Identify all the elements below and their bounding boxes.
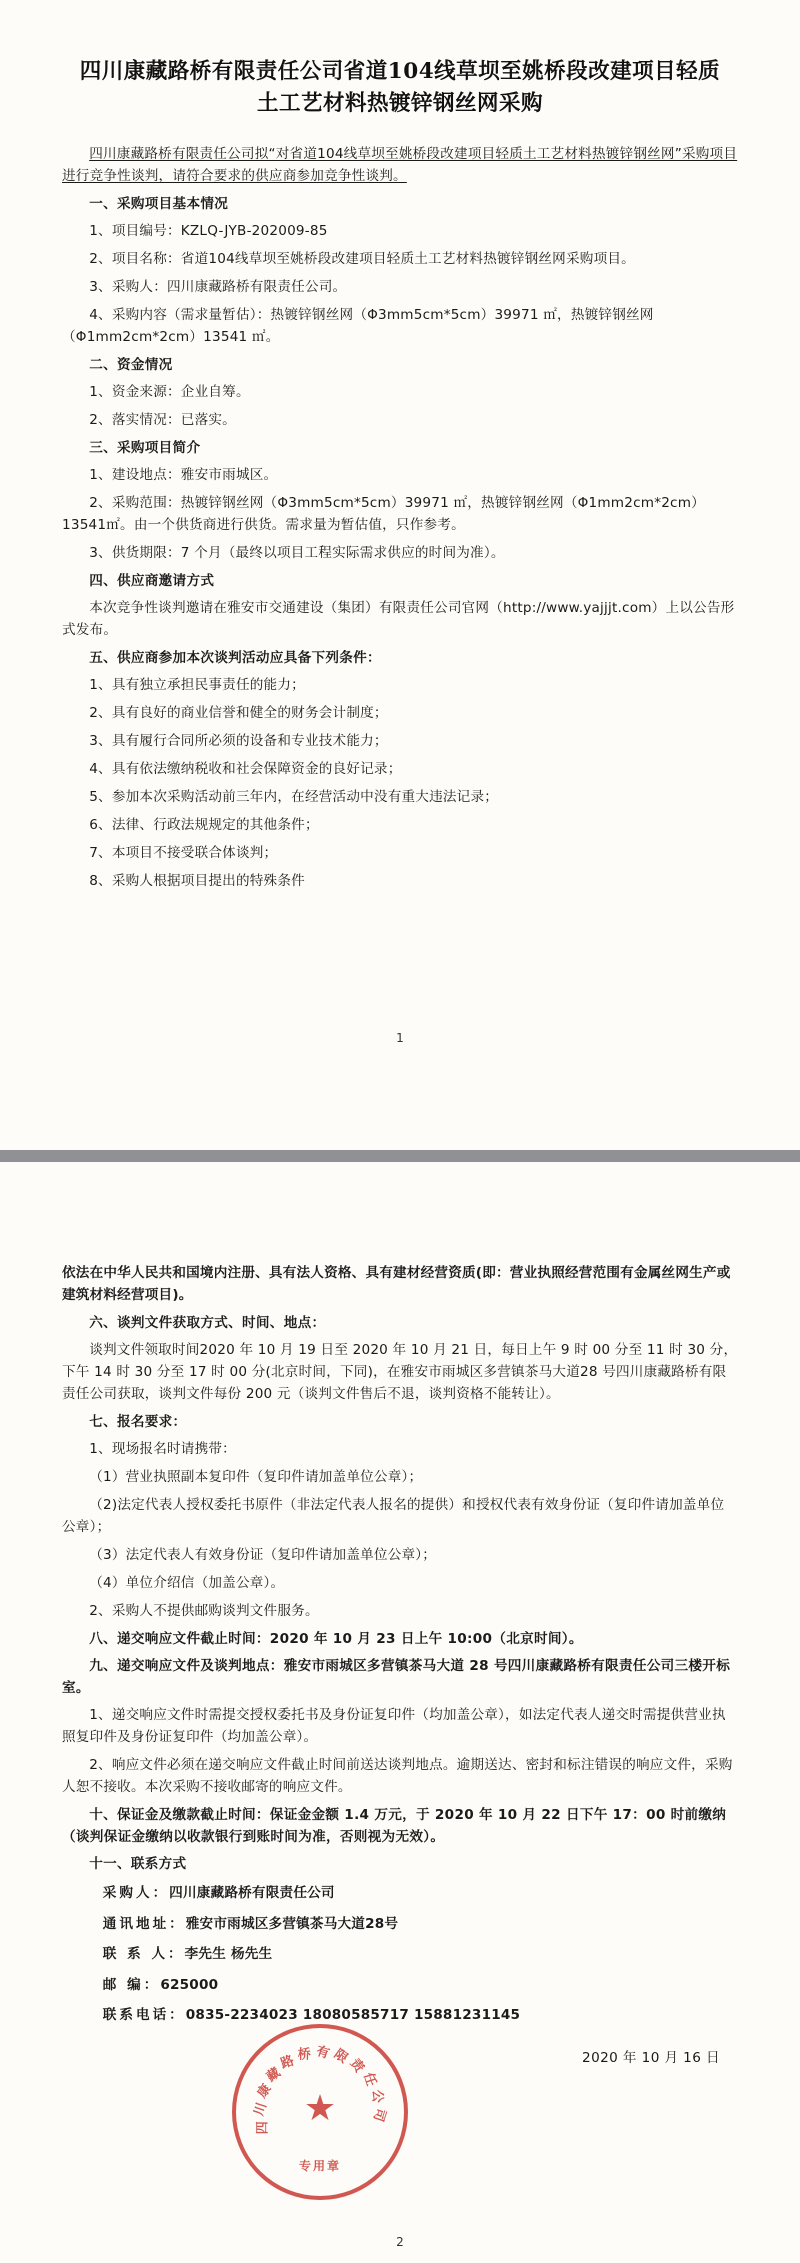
intro-paragraph: 四川康藏路桥有限责任公司拟“对省道104线草坝至姚桥段改建项目轻质土工艺材料热镀锌钢丝网”采购项目进行竞争性谈判，请符合要求的供应商参加竞争性谈判。	[62, 145, 738, 184]
seal-ring-text: 四 川 康 藏 路 桥 有 限 责 任 公 司	[251, 2043, 389, 2135]
section-1-item-2: 2、项目名称：省道104线草坝至姚桥段改建项目轻质土工艺材料热镀锌钢丝网采购项目。	[89, 250, 635, 267]
page-title: 四川康藏路桥有限责任公司省道104线草坝至姚桥段改建项目轻质土工艺材料热镀锌钢丝网采购	[79, 59, 721, 117]
section-7-item-2: （1）营业执照副本复印件（复印件请加盖单位公章）；	[89, 1469, 423, 1486]
section-7-item-6: 2、采购人不提供邮购谈判文件服务。	[89, 1603, 319, 1620]
section-heading-7: 七、报名要求：	[89, 1414, 187, 1431]
section-heading-4: 四、供应商邀请方式	[89, 572, 215, 589]
contact-phone-value: 0835-2234023 18080585717 15881231145	[185, 2007, 521, 2024]
section-3-item-1: 1、建设地点：雅安市雨城区。	[89, 466, 278, 483]
page-number-2: 2	[396, 2235, 404, 2249]
section-7-item-5: （4）单位介绍信（加盖公章）。	[89, 1575, 285, 1592]
section-5-item-4: 4、具有依法缴纳税收和社会保障资金的良好记录；	[89, 760, 402, 777]
contact-person	[62, 1942, 738, 1966]
section-5-item-2: 2、具有良好的商业信誉和健全的财务会计制度；	[89, 704, 388, 721]
contact-person-value: 李先生 杨先生	[184, 1946, 273, 1963]
section-5-item-8: 8、采购人根据项目提出的特殊条件	[89, 872, 305, 889]
section-2-item-1: 1、资金来源：企业自筹。	[89, 383, 250, 400]
seal-star-icon: ★	[303, 2087, 337, 2129]
contact-address-value: 雅安市雨城区多营镇茶马大道28号	[185, 1915, 399, 1932]
section-9-item-1: 1、递交响应文件时需提交授权委托书及身份证复印件（均加盖公章），如法定代表人递交时需提供营业执照复印件及身份证复印件（均加盖公章）。	[62, 1707, 726, 1746]
section-3-item-3: 3、供货期限：7 个月（最终以项目工程实际需求供应的时间为准）。	[89, 544, 505, 561]
section-7-item-4: （3）法定代表人有效身份证（复印件请加盖单位公章）；	[89, 1547, 437, 1564]
section-3-item-2: 2、采购范围：热镀锌钢丝网（Φ3mm5cm*5cm）39971 ㎡，热镀锌钢丝网（Φ1mm2cm*2cm）13541㎡。由一个供货商进行供货。需求量为暂估值，只作参考。	[62, 494, 705, 533]
page-separator	[0, 1150, 800, 1162]
contact-phone-label: 联系电话：	[102, 2007, 186, 2024]
seal-bottom-text: 专用章	[298, 2159, 341, 2173]
contact-block	[62, 1881, 738, 2027]
section-heading-6: 六、谈判文件获取方式、时间、地点：	[89, 1315, 326, 1332]
section-heading-3: 三、采购项目简介	[89, 439, 201, 456]
contact-address-label: 通讯地址：	[102, 1915, 186, 1932]
section-5-item-6: 6、法律、行政法规规定的其他条件；	[89, 816, 319, 833]
section-heading-11: 十一、联系方式	[89, 1856, 187, 1873]
section-heading-9: 九、递交响应文件及谈判地点：雅安市雨城区多营镇茶马大道 28 号四川康藏路桥有限责任公司三楼开标室。	[62, 1658, 731, 1697]
section-5-item-7: 7、本项目不接受联合体谈判；	[89, 844, 278, 861]
contact-phone	[62, 2003, 738, 2027]
section-heading-8: 八、递交响应文件截止时间：2020 年 10 月 23 日上午 10:00（北京时间）。	[89, 1631, 583, 1648]
section-7-item-3: （2)法定代表人授权委托书原件（非法定代表人报名的提供）和授权代表有效身份证（复印件请加盖单位公章）；	[62, 1497, 725, 1536]
section-9-item-2: 2、响应文件必须在递交响应文件截止时间前送达谈判地点。逾期送达、密封和标注错误的响应文件，采购人恕不接收。本次采购不接收邮寄的响应文件。	[62, 1757, 733, 1796]
contact-purchaser	[62, 1881, 738, 1905]
signature-date: 2020 年 10 月 16 日	[582, 2049, 720, 2066]
contact-purchaser-value: 四川康藏路桥有限责任公司	[169, 1885, 335, 1902]
section-5-item-3: 3、具有履行合同所必须的设备和专业技术能力；	[89, 732, 388, 749]
section-heading-5: 五、供应商参加本次谈判活动应具备下列条件：	[89, 649, 381, 666]
contact-person-label: 联 系 人：	[102, 1946, 185, 1963]
section-1-item-3: 3、采购人：四川康藏路桥有限责任公司。	[89, 278, 347, 295]
section-2-item-2: 2、落实情况：已落实。	[89, 411, 236, 428]
section-heading-1: 一、采购项目基本情况	[89, 195, 229, 212]
section-heading-10: 十、保证金及缴款截止时间：保证金金额 1.4 万元，于 2020 年 10 月 22 日下午 17：00 时前缴纳（谈判保证金缴纳以收款银行到账时间为准，否则视为无效）。	[62, 1807, 727, 1846]
section-4-item-1: 本次竞争性谈判邀请在雅安市交通建设（集团）有限责任公司官网（http://www.yajjjt.com）上以公告形式发布。	[62, 599, 735, 638]
continuation-paragraph: 依法在中华人民共和国境内注册、具有法人资格、具有建材经营资质(即：营业执照经营范围有金属丝网生产或建筑材料经营项目)。	[62, 1265, 731, 1304]
contact-address	[62, 1912, 738, 1936]
section-heading-2: 二、资金情况	[89, 356, 173, 373]
section-6-item-1: 谈判文件领取时间2020 年 10 月 19 日至 2020 年 10 月 21 日，每日上午 9 时 00 分至 11 时 30 分，下午 14 时 30 分至 17 时 00 分(北京时间，下同)，在雅安市雨城区多营镇茶马大道28 号四川康藏路桥有限责任公司获取，谈判文件每份 200 元（谈判文件售后不退，谈判资格不能转让）。	[62, 1342, 738, 1403]
contact-postcode	[62, 1973, 738, 1997]
contact-postcode-value: 625000	[160, 1976, 219, 1993]
section-5-item-1: 1、具有独立承担民事责任的能力；	[89, 676, 305, 693]
contact-postcode-label: 邮 编：	[102, 1976, 161, 1993]
document-page-2	[0, 1162, 800, 2263]
section-5-item-5: 5、参加本次采购活动前三年内，在经营活动中没有重大违法记录；	[89, 788, 499, 805]
page-number-1: 1	[396, 1031, 404, 1045]
section-1-item-1: 1、项目编号：KZLQ-JYB-202009-85	[89, 222, 328, 239]
section-7-item-1: 1、现场报名时请携带：	[89, 1441, 236, 1458]
section-1-item-4: 4、采购内容（需求量暂估）：热镀锌钢丝网（Φ3mm5cm*5cm）39971 ㎡，热镀锌钢丝网（Φ1mm2cm*2cm）13541 ㎡。	[62, 306, 654, 345]
contact-purchaser-label: 采购人：	[102, 1885, 170, 1902]
